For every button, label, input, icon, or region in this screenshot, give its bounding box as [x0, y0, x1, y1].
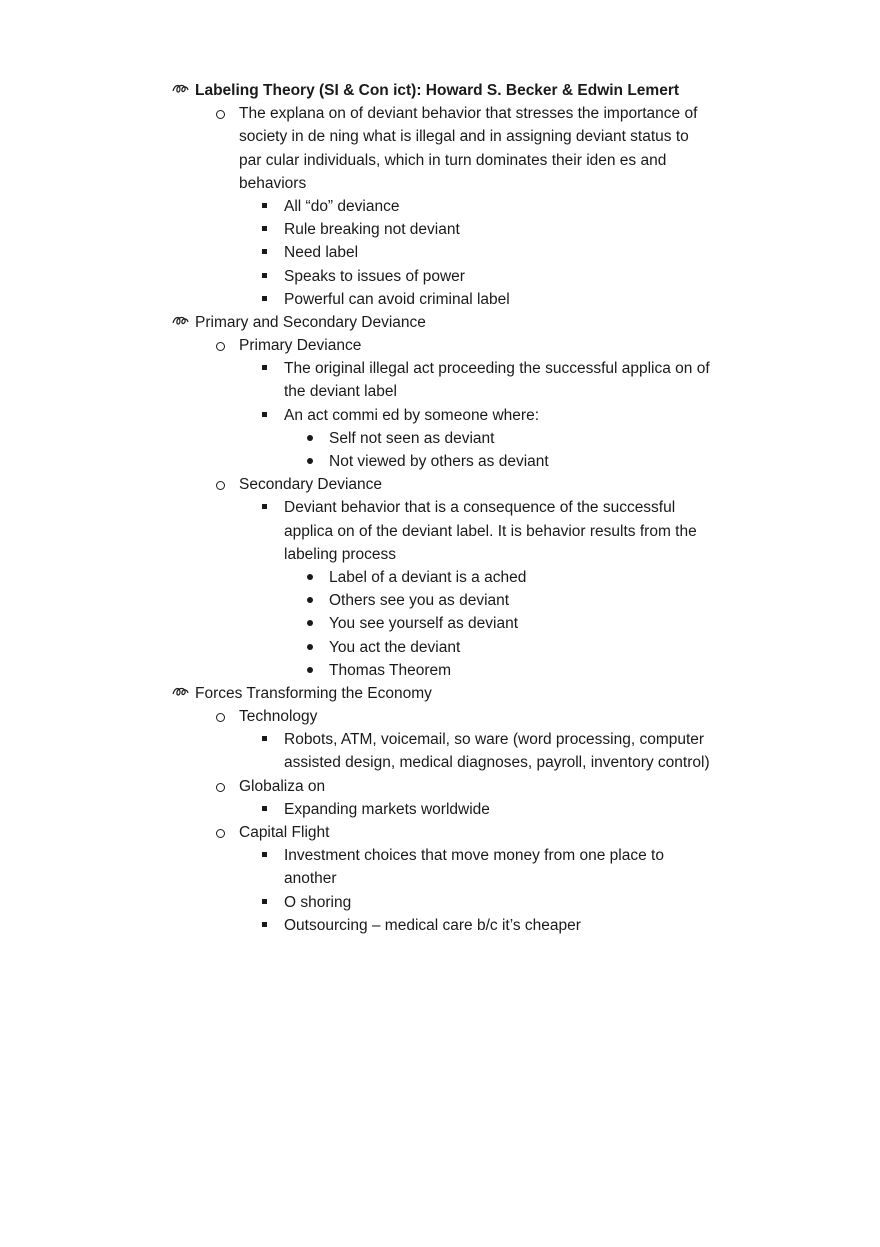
list-item-continuation — [172, 520, 742, 543]
circle-bullet-icon — [216, 829, 225, 838]
definition-text: par cular individuals, which in turn dominates their iden es and — [239, 151, 667, 169]
point-text: another — [284, 870, 337, 888]
sub-point-text: Others see you as deviant — [329, 592, 510, 610]
list-item — [172, 265, 742, 288]
loop-bullet-icon — [172, 79, 190, 102]
list-item — [172, 357, 742, 380]
sub-point-text: Label of a deviant is a ached — [329, 568, 527, 586]
square-bullet-icon — [262, 226, 267, 231]
square-bullet-icon — [262, 922, 267, 927]
list-item — [172, 566, 742, 589]
dot-bullet-icon — [307, 597, 313, 603]
list-item — [172, 775, 742, 798]
subheading-text: Secondary Deviance — [239, 476, 383, 494]
list-item — [172, 102, 742, 125]
dot-bullet-icon — [307, 667, 313, 673]
list-item — [172, 728, 742, 751]
list-item — [172, 612, 742, 635]
dot-bullet-icon — [307, 435, 313, 441]
point-text: O shoring — [284, 893, 352, 911]
sub-point-text: Self not seen as deviant — [329, 429, 495, 447]
dot-bullet-icon — [307, 574, 313, 580]
point-text: Expanding markets worldwide — [284, 800, 490, 818]
list-item — [172, 891, 742, 914]
sub-point-text: Thomas Theorem — [329, 661, 452, 679]
circle-bullet-icon — [216, 481, 225, 490]
circle-bullet-icon — [216, 713, 225, 722]
circle-bullet-icon — [216, 342, 225, 351]
square-bullet-icon — [262, 296, 267, 301]
point-text: An act commi ed by someone where: — [284, 406, 540, 424]
section-heading — [172, 79, 742, 102]
outline — [172, 79, 742, 937]
square-bullet-icon — [262, 852, 267, 857]
list-item-continuation — [172, 543, 742, 566]
point-text: assisted design, medical diagnoses, payroll, inventory control) — [284, 754, 710, 772]
subheading-text: Globaliza on — [239, 777, 326, 795]
point-text: All “do” deviance — [284, 197, 400, 215]
subheading-text: Primary Deviance — [239, 337, 362, 355]
list-item — [172, 218, 742, 241]
point-text: the deviant label — [284, 383, 397, 401]
square-bullet-icon — [262, 504, 267, 509]
square-bullet-icon — [262, 412, 267, 417]
section-title: Primary and Secondary Deviance — [195, 313, 426, 331]
point-text: applica on of the deviant label. It is behavior results from the — [284, 522, 697, 540]
point-text: Robots, ATM, voicemail, so ware (word processing, computer — [284, 731, 705, 749]
loop-bullet-icon — [172, 682, 190, 705]
point-text: Need label — [284, 244, 359, 262]
circle-bullet-icon — [216, 783, 225, 792]
square-bullet-icon — [262, 273, 267, 278]
list-item — [172, 334, 742, 357]
dot-bullet-icon — [307, 458, 313, 464]
square-bullet-icon — [262, 365, 267, 370]
circle-bullet-icon — [216, 110, 225, 119]
point-text: Rule breaking not deviant — [284, 221, 460, 239]
point-text: Powerful can avoid criminal label — [284, 290, 510, 308]
list-item — [172, 473, 742, 496]
list-item — [172, 636, 742, 659]
square-bullet-icon — [262, 899, 267, 904]
definition-text: The explana on of deviant behavior that stresses the importance of — [239, 105, 698, 123]
dot-bullet-icon — [307, 620, 313, 626]
list-item — [172, 589, 742, 612]
definition-text: society in de ning what is illegal and in assigning deviant status to — [239, 128, 689, 146]
list-item-continuation — [172, 125, 742, 148]
section-heading — [172, 682, 742, 705]
list-item-continuation — [172, 149, 742, 172]
sub-point-text: You act the deviant — [329, 638, 461, 656]
subheading-text: Technology — [239, 708, 318, 726]
list-item — [172, 659, 742, 682]
list-item — [172, 288, 742, 311]
list-item — [172, 496, 742, 519]
sub-point-text: You see yourself as deviant — [329, 615, 518, 633]
list-item — [172, 241, 742, 264]
dot-bullet-icon — [307, 644, 313, 650]
section-heading — [172, 311, 742, 334]
list-item — [172, 821, 742, 844]
list-item-continuation — [172, 751, 742, 774]
section-title: Forces Transforming the Economy — [195, 684, 432, 702]
list-item — [172, 844, 742, 867]
list-item-continuation — [172, 867, 742, 890]
list-item — [172, 798, 742, 821]
point-text: Speaks to issues of power — [284, 267, 465, 285]
square-bullet-icon — [262, 249, 267, 254]
square-bullet-icon — [262, 806, 267, 811]
section-title: Labeling Theory (SI & Con ict): Howard S. Becker & Edwin Lemert — [195, 82, 680, 99]
list-item — [172, 705, 742, 728]
square-bullet-icon — [262, 203, 267, 208]
list-item — [172, 450, 742, 473]
list-item — [172, 914, 742, 937]
point-text: The original illegal act proceeding the successful applica on of — [284, 360, 710, 378]
list-item — [172, 404, 742, 427]
square-bullet-icon — [262, 736, 267, 741]
sub-point-text: Not viewed by others as deviant — [329, 453, 549, 470]
list-item — [172, 427, 742, 450]
list-item — [172, 195, 742, 218]
point-text: Deviant behavior that is a consequence of the successful — [284, 499, 676, 517]
definition-text: behaviors — [239, 174, 307, 192]
loop-bullet-icon — [172, 311, 190, 334]
point-text: Outsourcing – medical care b/c it’s cheaper — [284, 916, 581, 934]
point-text: labeling process — [284, 545, 397, 563]
point-text: Investment choices that move money from one place to — [284, 847, 664, 865]
subheading-text: Capital Flight — [239, 824, 330, 841]
list-item-continuation — [172, 172, 742, 195]
list-item-continuation — [172, 380, 742, 403]
